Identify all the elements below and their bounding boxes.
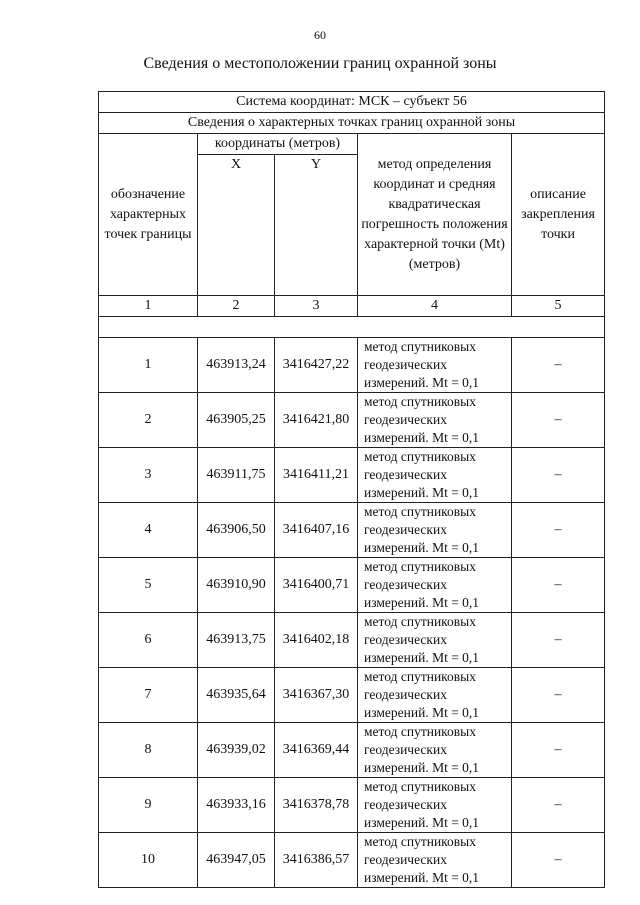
x-coordinate-cell: 463905,25 bbox=[198, 393, 275, 448]
column-header-x: X bbox=[198, 155, 275, 296]
description-cell: – bbox=[512, 338, 605, 393]
method-cell: метод спутниковых геодезических измерений. Mt = 0,1 bbox=[358, 723, 512, 778]
y-coordinate-cell: 3416411,21 bbox=[275, 448, 358, 503]
y-coordinate-cell: 3416407,16 bbox=[275, 503, 358, 558]
point-number-cell: 9 bbox=[99, 778, 198, 833]
x-coordinate-cell: 463947,05 bbox=[198, 833, 275, 888]
description-cell: – bbox=[512, 503, 605, 558]
column-header-description: описание закрепления точки bbox=[512, 134, 605, 296]
point-number-cell: 4 bbox=[99, 503, 198, 558]
y-coordinate-cell: 3416367,30 bbox=[275, 668, 358, 723]
description-cell: – bbox=[512, 558, 605, 613]
column-header-y: Y bbox=[275, 155, 358, 296]
point-number-cell: 10 bbox=[99, 833, 198, 888]
column-number-1: 1 bbox=[99, 296, 198, 317]
description-cell: – bbox=[512, 833, 605, 888]
x-coordinate-cell: 463906,50 bbox=[198, 503, 275, 558]
description-cell: – bbox=[512, 723, 605, 778]
table-row bbox=[99, 723, 605, 778]
point-number-cell: 1 bbox=[99, 338, 198, 393]
x-coordinate-cell: 463911,75 bbox=[198, 448, 275, 503]
point-number-cell: 2 bbox=[99, 393, 198, 448]
y-coordinate-cell: 3416402,18 bbox=[275, 613, 358, 668]
description-cell: – bbox=[512, 613, 605, 668]
method-cell: метод спутниковых геодезических измерений. Mt = 0,1 bbox=[358, 668, 512, 723]
table-row bbox=[99, 668, 605, 723]
y-coordinate-cell: 3416369,44 bbox=[275, 723, 358, 778]
method-cell: метод спутниковых геодезических измерений. Mt = 0,1 bbox=[358, 448, 512, 503]
section-header: Сведения о характерных точках границ охранной зоны bbox=[99, 113, 605, 134]
point-number-cell: 8 bbox=[99, 723, 198, 778]
description-cell: – bbox=[512, 668, 605, 723]
x-coordinate-cell: 463913,75 bbox=[198, 613, 275, 668]
column-number-5: 5 bbox=[512, 296, 605, 317]
table-row bbox=[99, 613, 605, 668]
page-number: 60 bbox=[314, 28, 326, 42]
x-coordinate-cell: 463913,24 bbox=[198, 338, 275, 393]
column-header-designation: обозначение характерных точек границы bbox=[99, 134, 198, 296]
column-number-2: 2 bbox=[198, 296, 275, 317]
y-coordinate-cell: 3416378,78 bbox=[275, 778, 358, 833]
column-header-coordinates: координаты (метров) bbox=[198, 134, 358, 155]
method-cell: метод спутниковых геодезических измерений. Mt = 0,1 bbox=[358, 833, 512, 888]
x-coordinate-cell: 463935,64 bbox=[198, 668, 275, 723]
point-number-cell: 6 bbox=[99, 613, 198, 668]
description-cell: – bbox=[512, 778, 605, 833]
x-coordinate-cell: 463910,90 bbox=[198, 558, 275, 613]
table-row bbox=[99, 778, 605, 833]
column-number-4: 4 bbox=[358, 296, 512, 317]
blank-row bbox=[99, 317, 605, 338]
y-coordinate-cell: 3416421,80 bbox=[275, 393, 358, 448]
boundary-points-table bbox=[98, 91, 605, 888]
point-number-cell: 7 bbox=[99, 668, 198, 723]
table-row bbox=[99, 448, 605, 503]
point-number-cell: 3 bbox=[99, 448, 198, 503]
column-number-row bbox=[99, 296, 605, 317]
column-header-method: метод определения координат и средняя квадратическая погрешность положения характерной точки (Mt) (метров) bbox=[358, 134, 512, 296]
x-coordinate-cell: 463939,02 bbox=[198, 723, 275, 778]
method-cell: метод спутниковых геодезических измерений. Mt = 0,1 bbox=[358, 393, 512, 448]
description-cell: – bbox=[512, 393, 605, 448]
method-cell: метод спутниковых геодезических измерений. Mt = 0,1 bbox=[358, 613, 512, 668]
column-number-3: 3 bbox=[275, 296, 358, 317]
method-cell: метод спутниковых геодезических измерений. Mt = 0,1 bbox=[358, 778, 512, 833]
page-title: Сведения о местоположении границ охранной зоны bbox=[143, 55, 497, 72]
table-row bbox=[99, 558, 605, 613]
y-coordinate-cell: 3416400,71 bbox=[275, 558, 358, 613]
coordinate-system-header: Система координат: МСК – субъект 56 bbox=[99, 92, 605, 113]
table-row bbox=[99, 338, 605, 393]
method-cell: метод спутниковых геодезических измерений. Mt = 0,1 bbox=[358, 558, 512, 613]
y-coordinate-cell: 3416386,57 bbox=[275, 833, 358, 888]
method-cell: метод спутниковых геодезических измерений. Mt = 0,1 bbox=[358, 503, 512, 558]
x-coordinate-cell: 463933,16 bbox=[198, 778, 275, 833]
table-row bbox=[99, 503, 605, 558]
y-coordinate-cell: 3416427,22 bbox=[275, 338, 358, 393]
method-cell: метод спутниковых геодезических измерений. Mt = 0,1 bbox=[358, 338, 512, 393]
table-row bbox=[99, 833, 605, 888]
description-cell: – bbox=[512, 448, 605, 503]
point-number-cell: 5 bbox=[99, 558, 198, 613]
table-row bbox=[99, 393, 605, 448]
